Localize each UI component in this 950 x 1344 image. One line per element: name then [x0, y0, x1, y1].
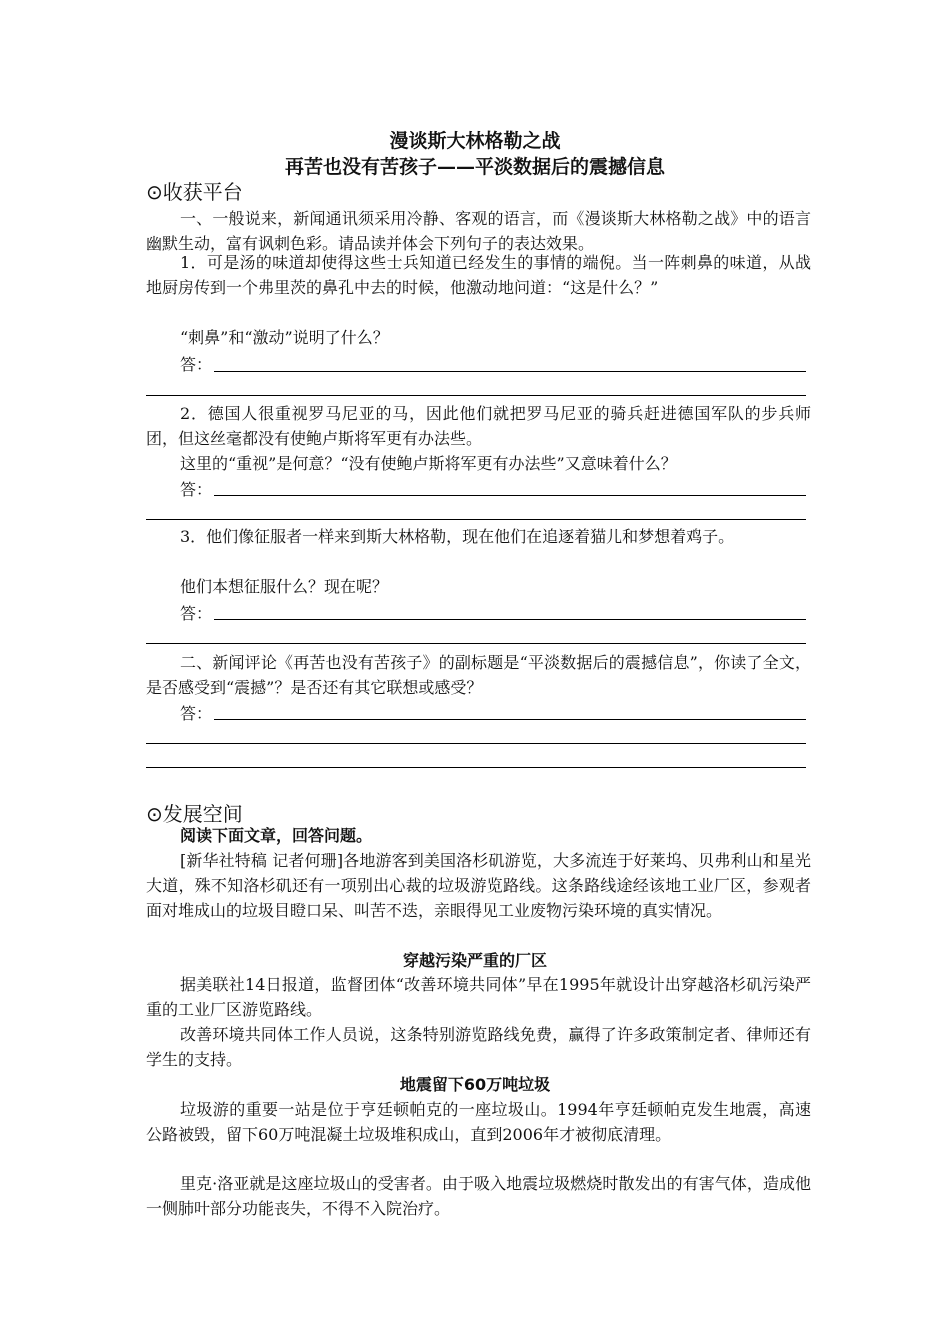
answer-line[interactable] [146, 743, 806, 744]
answer-label-1: 答： [180, 355, 213, 374]
question-3-text: 3．他们像征服者一样来到斯大林格勒，现在他们在追逐着猫儿和梦想着鸡子。 [180, 527, 735, 546]
answer-line[interactable] [146, 519, 806, 520]
article-paragraph-2: 据美联社14日报道，监督团体“改善环境共同体”早在1995年就设计出穿越洛杉矶污染严重的工业厂区游览路线。 [146, 975, 811, 1019]
question-1-text: 1．可是汤的味道却使得这些士兵知道已经发生的事情的端倪。当一阵刺鼻的味道，从战地厨房传到一个弗里茨的鼻孔中去的时候，他激动地问道：“这是什么？” [146, 253, 811, 297]
article-paragraph-5: 里克·洛亚就是这座垃圾山的受害者。由于吸入地震垃圾燃烧时散发出的有害气体，造成他一侧肺叶部分功能丧失，不得不入院治疗。 [146, 1174, 811, 1218]
answer-line[interactable] [214, 619, 806, 620]
article-subheading-2: 地震留下60万吨垃圾 [399, 1075, 551, 1094]
answer-label-3: 答： [180, 604, 213, 623]
reading-instruction: 阅读下面文章，回答问题。 [180, 826, 373, 845]
intro-paragraph: 一、一般说来，新闻通讯须采用冷静、客观的语言，而《漫谈斯大林格勒之战》中的语言幽默生动，富有讽刺色彩。请品读并体会下列句子的表达效果。 [146, 209, 811, 253]
answer-label-2: 答： [180, 480, 213, 499]
answer-line[interactable] [146, 767, 806, 768]
question-2-ask: 这里的“重视”是何意？“没有使鲍卢斯将军更有办法些”又意味着什么？ [180, 454, 677, 473]
answer-line[interactable] [214, 371, 806, 372]
document-subtitle: 再苦也没有苦孩子——平淡数据后的震撼信息 [284, 156, 665, 178]
question-1-ask: “刺鼻”和“激动”说明了什么？ [180, 328, 389, 347]
answer-line[interactable] [214, 719, 806, 720]
question-3-ask: 他们本想征服什么？现在呢？ [180, 577, 389, 596]
article-subheading-1: 穿越污染严重的厂区 [402, 951, 547, 970]
article-paragraph-3: 改善环境共同体工作人员说，这条特别游览路线免费，赢得了许多政策制定者、律师还有学生的支持。 [146, 1025, 811, 1069]
question-2-text: 2．德国人很重视罗马尼亚的马，因此他们就把罗马尼亚的骑兵赶进德国军队的步兵师团，但这丝毫都没有使鲍卢斯将军更有办法些。 [146, 404, 811, 448]
article-paragraph-4: 垃圾游的重要一站是位于亨廷顿帕克的一座垃圾山。1994年亨廷顿帕克发生地震，高速公路被毁，留下60万吨混凝土垃圾堆积成山，直到2006年才被彻底清理。 [146, 1100, 811, 1144]
answer-line[interactable] [146, 395, 806, 396]
article-paragraph-1: [新华社特稿 记者何珊]各地游客到美国洛杉矶游览，大多流连于好莱坞、贝弗利山和星光大道，殊不知洛杉矶还有一项别出心裁的垃圾游览路线。这条路线途经该地工业厂区，参观者面对堆成山的垃圾目瞪口呆、叫苦不迭，亲眼得见工业废物污染环境的真实情况。 [146, 851, 811, 920]
answer-line[interactable] [146, 643, 806, 644]
answer-label-4: 答： [180, 704, 213, 723]
document-title: 漫谈斯大林格勒之战 [389, 130, 561, 152]
question-4-text: 二、新闻评论《再苦也没有苦孩子》的副标题是“平淡数据后的震撼信息”，你读了全文，是否感受到“震撼”？是否还有其它联想或感受？ [146, 653, 811, 697]
section-heading-harvest: ⊙收获平台 [146, 180, 243, 204]
section-heading-development: ⊙发展空间 [146, 802, 243, 826]
answer-line[interactable] [214, 495, 806, 496]
